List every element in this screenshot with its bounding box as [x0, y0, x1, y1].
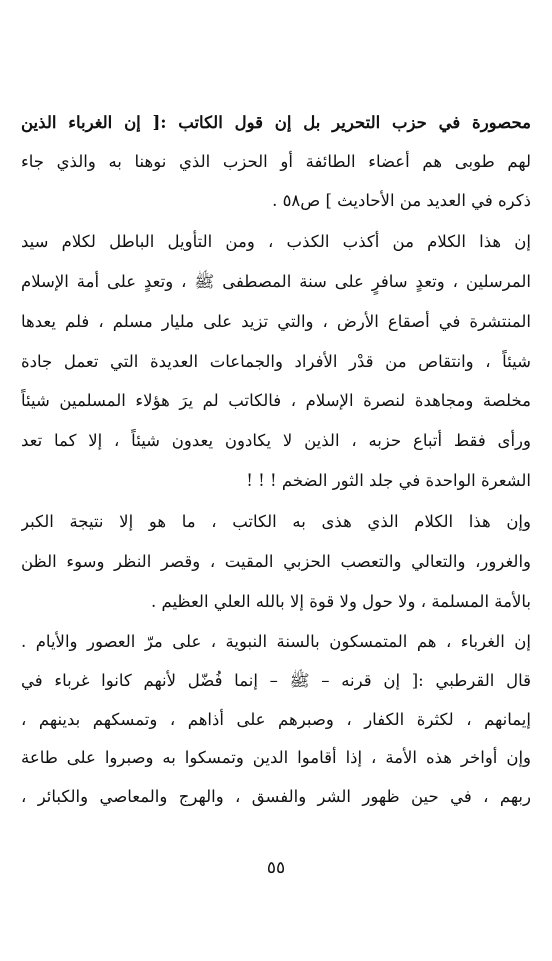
text-line: والغرور، والتعالي والتعصب الحزبي المقيت ، وقصر النظر وسوء الظن: [21, 552, 531, 571]
text-line: المنتشرة في أصقاع الأرض ، والتي تزيد على مليار مسلم ، فلم يعدها: [21, 312, 531, 331]
text-line: لهم طوبى هم أعضاء الطائفة أو الحزب الذي نوهنا به والذي جاء: [21, 152, 531, 171]
text-line: إن الغرباء ، هم المتمسكون بالسنة النبوية ، على مرّ العصور والأيام .: [21, 632, 531, 651]
text-line: محصورة في حزب التحرير بل إن قول الكاتب :[ إن الغرباء الذين: [21, 113, 531, 132]
text-line: إن هذا الكلام من أكذب الكذب ، ومن التأويل الباطل لكلام سيد: [21, 232, 531, 251]
text-line: المرسلين ، وتعدٍ سافرٍ على سنة المصطفى ﷺ ، وتعدٍ على أمة الإسلام: [21, 272, 531, 291]
text-line: مخلصة ومجاهدة لنصرة الإسلام ، فالكاتب لم يرَ هؤلاء المسلمين شيئاً: [21, 391, 531, 410]
page-number: ٥٥: [266, 858, 286, 878]
text-line: وإن أواخر هذه الأمة ، إذا أقاموا الدين وتمسكوا به وصبروا على طاعة: [21, 748, 531, 767]
text-line: وإن هذا الكلام الذي هذى به الكاتب ، ما هو إلا نتيجة الكبر: [21, 512, 531, 531]
text-line: شيئاً ، وانتقاص من قدْر الأفراد والجماعات العديدة التي تعمل جادة: [21, 352, 531, 371]
text-line: بالأمة المسلمة ، ولا حول ولا قوة إلا بالله العلي العظيم .: [150, 592, 531, 611]
text-line: ورأى فقط أتباع حزبه ، الذين لا يكادون يعدون شيئاً ، إلا كما تعد: [21, 431, 531, 450]
text-line: الشعرة الواحدة في جلد الثور الضخم ! ! !: [246, 471, 531, 490]
text-line: إيمانهم ، لكثرة الكفار ، وصبرهم على أذاهم ، وتمسكهم بدينهم ،: [21, 710, 531, 729]
text-line: قال القرطبي :[ إن قرنه – ﷺ – إنما فُضّل لأنهم كانوا غرباء في: [21, 671, 531, 690]
text-line: ربهم ، في حين ظهور الشر والفسق ، والهرج والمعاصي والكبائر ،: [21, 787, 531, 806]
text-line: ذكره في العديد من الأحاديث ] ص٥٨ .: [272, 191, 531, 210]
